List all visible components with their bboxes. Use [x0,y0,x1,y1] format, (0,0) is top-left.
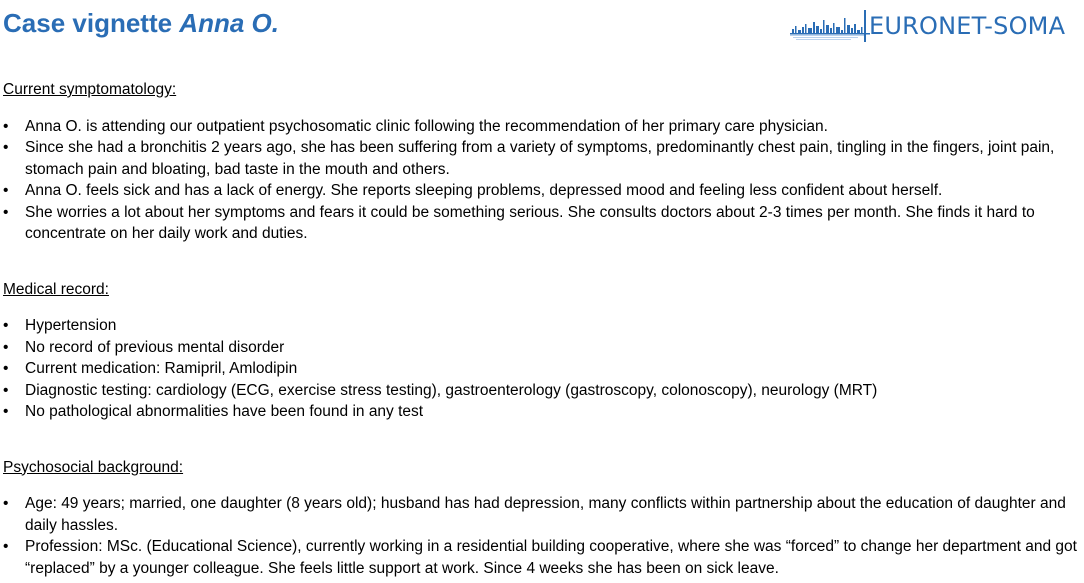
list-item: • Anna O. feels sick and has a lack of energy. She reports sleeping problems, depressed mood and feeling less confident about herself. [3,182,943,199]
list-item: • Hypertension [3,317,117,334]
page-title [3,8,279,39]
section-heading-symptomatology: Current symptomatology: [3,81,177,98]
list-item: • Anna O. is attending our outpatient psychosomatic clinic following the recommendation of her primary care physician. [3,117,828,135]
symptomatology-list [3,116,1081,245]
title-prefix: Case vignette [3,8,180,38]
section-heading-medical-record: Medical record: [3,280,109,298]
medical-record-list [3,315,1081,423]
skyline-icon [790,6,870,46]
list-item: • Current medication: Ramipril, Amlodipin [3,360,298,377]
section-heading-psychosocial: Psychosocial background: [3,458,184,476]
list-item: • Since she had a bronchitis 2 years ago, she has been suffering from a variety of symptoms, predominantly chest pain, tingling in the fingers, joint pain, stomach pain and bloating, bad taste in the mouth and others. [3,139,1055,178]
case-content [3,79,1081,579]
list-item: • Diagnostic testing: cardiology (ECG, exercise stress testing), gastroenterology (gastroscopy, colonoscopy), neurology (MRT) [3,381,878,399]
title-name: Anna O. [179,8,279,38]
list-item: • No pathological abnormalities have been found in any test [3,403,424,420]
list-item: • She worries a lot about her symptoms and fears it could be something serious. She consults doctors about 2-3 times per month. She finds it hard to concentrate on her daily work and duties. [3,203,1035,242]
list-item: • No record of previous mental disorder [3,338,285,356]
euronet-soma-logo [790,6,1082,46]
psychosocial-list [3,493,1081,579]
logo-text: EURONET-SOMA [869,12,1066,40]
list-item: • Age: 49 years; married, one daughter (8 years old); husband has had depression, many conflicts within partnership about the education of daughter and daily hassles. [3,495,1066,534]
list-item: • Profession: MSc. (Educational Science), currently working in a residential building cooperative, where she was “forced” to change her department and got “replaced” by a younger colleague. She feels little support at work. Since 4 weeks she has been on sick leave. [3,538,1077,577]
